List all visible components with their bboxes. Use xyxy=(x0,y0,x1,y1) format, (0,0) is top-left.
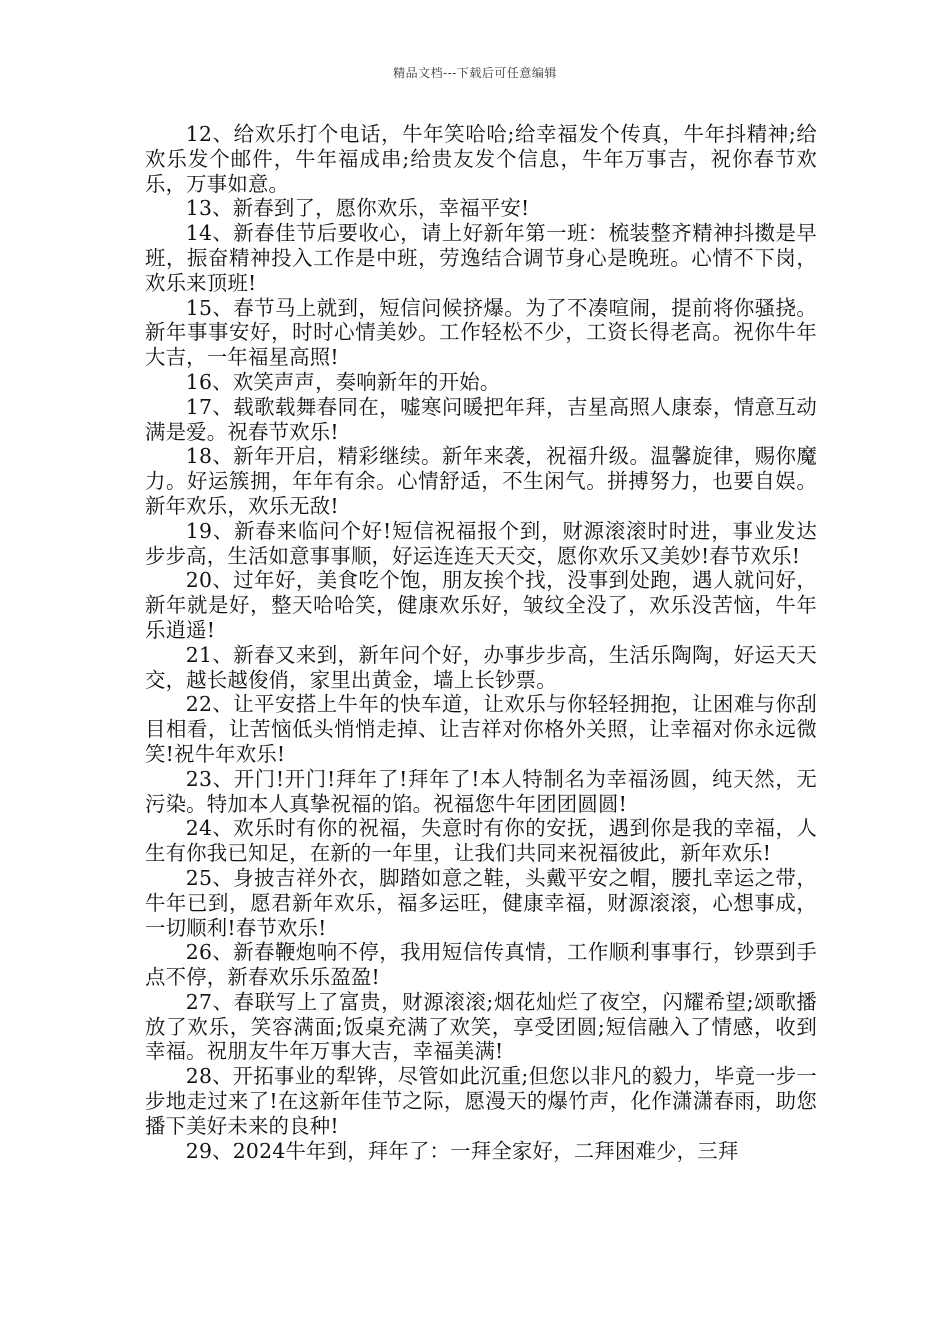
paragraph-26: 26、新春鞭炮响不停，我用短信传真情，工作顺利事事行，钞票到手点不停，新春欢乐乐盈盈! xyxy=(145,940,817,990)
paragraph-18: 18、新年开启，精彩继续。新年来袭，祝福升级。温馨旋律，赐你魔力。好运簇拥，年年有余。心情舒适，不生闲气。拼搏努力，也要自娱。新年欢乐，欢乐无敌! xyxy=(145,444,817,518)
paragraph-16: 16、欢笑声声，奏响新年的开始。 xyxy=(185,369,501,394)
paragraph-20: 20、过年好，美食吃个饱，朋友挨个找，没事到处跑，遇人就问好，新年就是好，整天哈哈笑，健康欢乐好，皱纹全没了，欢乐没苦恼，牛年乐逍遥! xyxy=(145,568,817,642)
paragraph-27: 27、春联写上了富贵，财源滚滚;烟花灿烂了夜空，闪耀希望;颂歌播放了欢乐，笑容满面;饭桌充满了欢笑，享受团圆;短信融入了情感，收到幸福。祝朋友牛年万事大吉，幸福美满! xyxy=(145,989,817,1064)
paragraph-21: 21、新春又来到，新年问个好，办事步步高，生活乐陶陶，好运天天交，越长越俊俏，家里出黄金，墙上长钞票。 xyxy=(145,642,817,692)
paragraph-28: 28、开拓事业的犁铧，尽管如此沉重;但您以非凡的毅力，毕竟一步一步地走过来了!在这新年佳节之际，愿漫天的爆竹声，化作潇潇春雨，助您播下美好未来的良种! xyxy=(145,1064,817,1138)
page-header: 精品文档---下载后可任意编辑 xyxy=(393,66,557,80)
paragraph-23: 23、开门!开门!拜年了!拜年了!本人特制名为幸福汤圆，纯天然，无污染。特加本人真挚祝福的馅。祝福您牛年团团圆圆! xyxy=(145,766,817,816)
paragraph-17: 17、载歌载舞春同在，嘘寒问暖把年拜，吉星高照人康泰，情意互动满是爱。祝春节欢乐! xyxy=(145,394,817,444)
paragraph-12: 12、给欢乐打个电话，牛年笑哈哈;给幸福发个传真，牛年抖精神;给欢乐发个邮件，牛年福成串;给贵友发个信息，牛年万事吉，祝你春节欢乐，万事如意。 xyxy=(145,122,817,196)
paragraph-29: 29、2024牛年到，拜年了：一拜全家好，二拜困难少，三拜 xyxy=(185,1138,739,1163)
paragraph-13: 13、新春到了，愿你欢乐，幸福平安! xyxy=(185,196,530,221)
paragraph-14: 14、新春佳节后要收心，请上好新年第一班：梳装整齐精神抖擞是早班，振奋精神投入工作是中班，劳逸结合调节身心是晚班。心情不下岗，欢乐来顶班! xyxy=(145,221,817,295)
paragraph-15: 15、春节马上就到，短信问候挤爆。为了不凑喧闹，提前将你骚挠。新年事事安好，时时心情美妙。工作轻松不少，工资长得老高。祝你牛年大吉，一年福星高照! xyxy=(145,295,817,370)
paragraph-25: 25、身披吉祥外衣，脚踏如意之鞋，头戴平安之帽，腰扎幸运之带，牛年已到，愿君新年欢乐，福多运旺，健康幸福，财源滚滚，心想事成，一切顺利!春节欢乐! xyxy=(145,865,817,940)
document-body xyxy=(145,122,817,1163)
paragraph-22: 22、让平安搭上牛年的快车道，让欢乐与你轻轻拥抱，让困难与你刮目相看，让苦恼低头悄悄走掉、让吉祥对你格外关照，让幸福对你永远微笑!祝牛年欢乐! xyxy=(145,692,817,766)
paragraph-19: 19、新春来临问个好!短信祝福报个到，财源滚滚时时进，事业发达步步高，生活如意事事顺，好运连连天天交，愿你欢乐又美妙!春节欢乐! xyxy=(145,518,817,568)
paragraph-24: 24、欢乐时有你的祝福，失意时有你的安抚，遇到你是我的幸福，人生有你我已知足，在新的一年里，让我们共同来祝福彼此，新年欢乐! xyxy=(145,816,817,866)
